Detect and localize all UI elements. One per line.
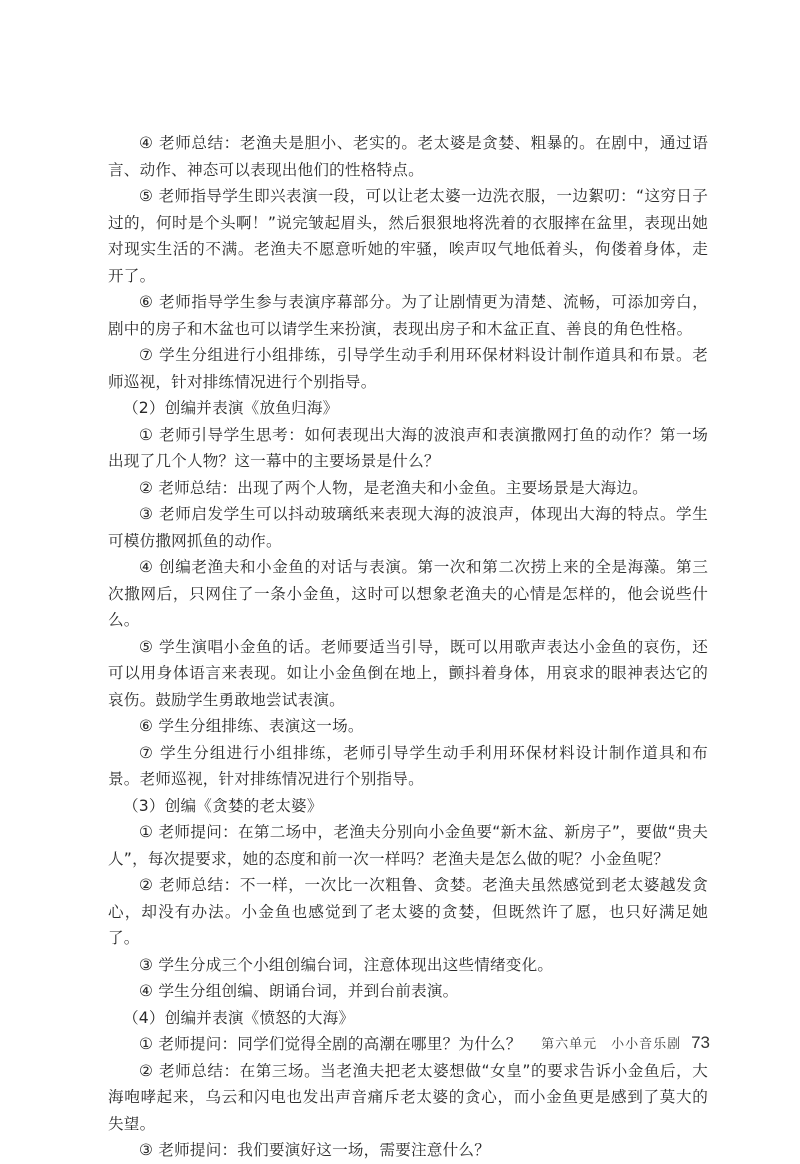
paragraph-14: ③ 学生分成三个小组创编台词，注意体现出这些情绪变化。 [139, 955, 554, 974]
section-heading-2: （2）创编并表演《放鱼归海》 [123, 399, 339, 417]
paragraph-7: ③ 老师启发学生可以抖动玻璃纸来表现大海的波浪声，体现出大海的特点。学生可模仿撒网抓鱼的动作。 [108, 505, 708, 550]
paragraph-3: ⑥ 老师指导学生参与表演序幕部分。为了让剧情更为清楚、流畅，可添加旁白，剧中的房子和木盆也可以请学生来扮演，表现出房子和木盆正直、善良的角色性格。 [108, 293, 708, 338]
paragraph-9: ⑤ 学生演唱小金鱼的话。老师要适当引导，既可以用歌声表达小金鱼的哀伤，还可以用身体语言来表现。如让小金鱼倒在地上，颤抖着身体，用哀求的眼神表达它的哀伤。鼓励学生勇敢地尝试表演。 [108, 637, 708, 709]
paragraph-12: ① 老师提问：在第二场中，老渔夫分别向小金鱼要“新木盆、新房子”，要做“贵夫人”，每次提要求，她的态度和前一次一样吗？老渔夫是怎么做的呢？小金鱼呢？ [108, 823, 708, 868]
paragraph-10: ⑥ 学生分组排练、表演这一场。 [139, 717, 364, 735]
paragraph-17: ② 老师总结：在第三场。当老渔夫把老太婆想做“女皇”的要求告诉小金鱼后，大海咆哮起来，乌云和闪电也发出声音痛斥老太婆的贪心，而小金鱼更是感到了莫大的失望。 [108, 1061, 708, 1133]
paragraph-5: ① 老师引导学生思考：如何表现出大海的波浪声和表演撒网打鱼的动作？第一场出现了几个人物？这一幕中的主要场景是什么？ [108, 425, 708, 470]
paragraph-13: ② 老师总结：不一样，一次比一次粗鲁、贪婪。老渔夫虽然感觉到老太婆越发贪心，却没有办法。小金鱼也感觉到了老太婆的贪婪，但既然许了愿，也只好满足她了。 [108, 876, 708, 947]
page-number: 73 [691, 1033, 710, 1052]
unit-title: 第六单元 小小音乐剧 [541, 1037, 682, 1052]
paragraph-8: ④ 创编老渔夫和小金鱼的对话与表演。第一次和第二次捞上来的全是海藻。第三次撒网后，只网住了一条小金鱼，这时可以想象老渔夫的心情是怎样的，他会说些什么。 [108, 558, 708, 629]
paragraph-4: ⑦ 学生分组进行小组排练，引导学生动手利用环保材料设计制作道具和布景。老师巡视，针对排练情况进行个别指导。 [108, 346, 708, 391]
paragraph-6: ② 老师总结：出现了两个人物，是老渔夫和小金鱼。主要场景是大海边。 [139, 478, 648, 497]
section-heading-3: （3）创编《贪婪的老太婆》 [123, 796, 323, 815]
paragraph-15: ④ 学生分组创编、朗诵台词，并到台前表演。 [139, 982, 459, 1000]
paragraph-16: ① 老师提问：同学们觉得全剧的高潮在哪里？为什么？ [139, 1035, 522, 1053]
paragraph-18: ③ 老师提问：我们要演好这一场，需要注意什么？ [139, 1141, 491, 1159]
paragraph-2: ⑤ 老师指导学生即兴表演一段，可以让老太婆一边洗衣服，一边絮叨：“这穷日子过的，何时是个头啊！”说完皱起眉头，然后狠狠地将洗着的衣服摔在盆里，表现出她对现实生活的不满。老渔夫不愿意听她的牢骚，唉声叹气地低着头，佝偻着身体，走开了。 [108, 187, 708, 285]
page-footer [0, 1033, 710, 1053]
paragraph-11: ⑦ 学生分组进行小组排练，老师引导学生动手利用环保材料设计制作道具和布景。老师巡视，针对排练情况进行个别指导。 [108, 743, 708, 788]
section-heading-4: （4）创编并表演《愤怒的大海》 [123, 1008, 355, 1027]
body-text [108, 130, 708, 1164]
paragraph-1: ④ 老师总结：老渔夫是胆小、老实的。老太婆是贪婪、粗暴的。在剧中，通过语言、动作、神态可以表现出他们的性格特点。 [108, 134, 708, 179]
